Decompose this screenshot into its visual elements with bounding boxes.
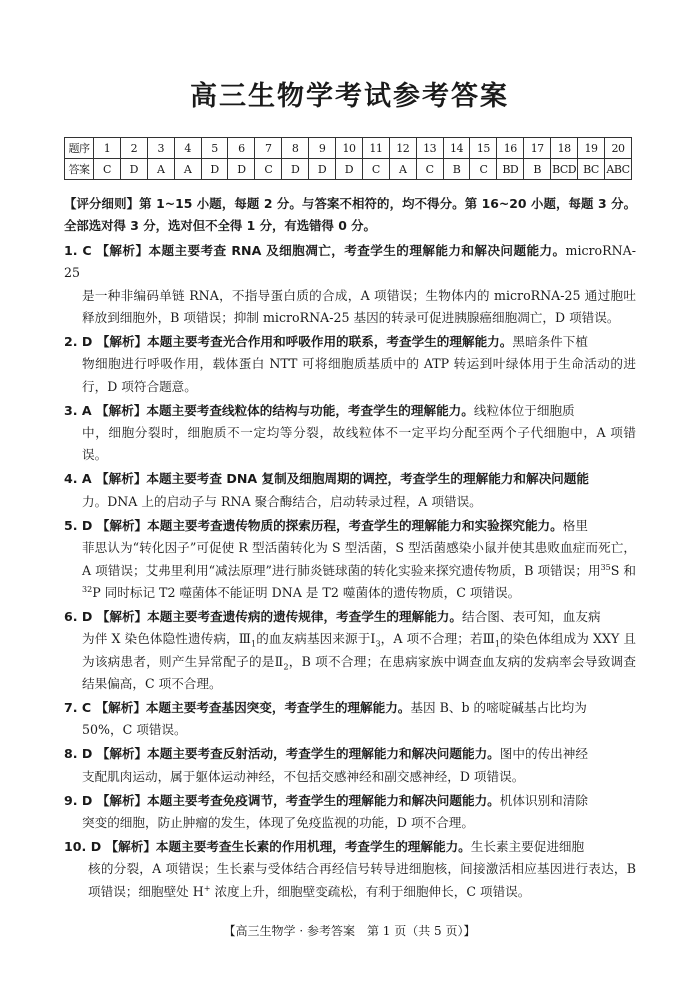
- item-lead: 3. A 【解析】本题主要考查线粒体的结构与功能，考查学生的理解能力。: [64, 402, 474, 418]
- question-number-cell: 7: [255, 138, 282, 159]
- item-lead: 7. C 【解析】本题主要考查基因突变，考查学生的理解能力。: [64, 699, 411, 715]
- answer-cell: D: [282, 159, 309, 180]
- item-body: 的染色体组成为 XXY 且为该病患者，则产生异常配子的是Ⅱ: [82, 631, 636, 669]
- item-body: 支配肌肉运动，属于躯体运动神经，不包括交感神经和副交感神经，D 项错误。: [82, 768, 525, 784]
- answer-cell: D: [201, 159, 228, 180]
- page-footer: 【高三生物学 · 参考答案 第 1 页（共 5 页）】: [223, 924, 476, 938]
- answer-table: [64, 137, 632, 180]
- item-text: 黑暗条件下植: [512, 333, 588, 349]
- item-text: 生长素主要促进细胞: [470, 838, 585, 854]
- item-body: 浓度上升，细胞壁变疏松，有利于细胞伸长，C 项错误。: [210, 883, 531, 899]
- charge-superscript: +: [203, 883, 211, 893]
- answer-cell: ABC: [604, 159, 631, 180]
- item-body: 为伴 X 染色体隐性遗传病，Ⅲ: [82, 631, 251, 647]
- item-text: 图中的传出神经: [499, 746, 588, 762]
- answer-cell: A: [174, 159, 201, 180]
- answer-cell: D: [120, 159, 147, 180]
- generation-subscript: 2: [283, 662, 289, 672]
- question-number-cell: 14: [443, 138, 470, 159]
- answer-label: 答案: [65, 159, 94, 180]
- answer-cell: D: [228, 159, 255, 180]
- answer-cell: BC: [578, 159, 605, 180]
- explanation-item-4: [64, 468, 636, 513]
- item-body: 是一种非编码单链 RNA，不指导蛋白质的合成，A 项错误；生物体内的 microRNA-25 通过胞吐释放到细胞外，B 项错误；抑制 microRNA-25 基因的转录可促进胰腺癌细胞凋亡，D 项错误。: [82, 287, 636, 326]
- answer-table-header-row: [65, 138, 632, 159]
- explanation-item-3: [64, 400, 636, 467]
- question-number-cell: 10: [336, 138, 363, 159]
- question-number-cell: 5: [201, 138, 228, 159]
- explanation-item-9: [64, 790, 636, 835]
- question-number-cell: 6: [228, 138, 255, 159]
- item-body: 中，细胞分裂时，细胞质不一定均等分裂，故线粒体不一定平均分配至两个子代细胞中，A 项错误。: [82, 425, 636, 463]
- answer-cell: C: [470, 159, 497, 180]
- item-body: 菲思认为“转化因子”可促使 R 型活菌转化为 S 型活菌，S 型活菌感染小鼠并使其患败血症而死亡，A 项错误；艾弗里利用“减法原理”进行肺炎链球菌的转化实验来探究遗传物质，B 项错误；用: [82, 540, 636, 578]
- item-text: 机体识别和清除: [499, 792, 588, 808]
- answer-table-answer-row: [65, 159, 632, 180]
- generation-subscript: 1: [494, 639, 501, 649]
- question-number-cell: 18: [551, 138, 578, 159]
- item-lead: 5. D 【解析】本题主要考查遗传物质的探索历程，考查学生的理解能力和实验探究能力。: [64, 517, 563, 533]
- item-lead: 10. D 【解析】本题主要考查生长素的作用机理，考查学生的理解能力。: [64, 838, 471, 854]
- answer-cell: D: [336, 159, 363, 180]
- item-body: S 和: [610, 562, 636, 578]
- item-body: 50%，C 项错误。: [82, 722, 187, 738]
- answer-cell: BD: [497, 159, 524, 180]
- answer-cell: C: [94, 159, 121, 180]
- answer-cell: A: [147, 159, 174, 180]
- item-lead: 9. D 【解析】本题主要考查免疫调节，考查学生的理解能力和解决问题能力。: [64, 792, 500, 808]
- question-number-cell: 16: [497, 138, 524, 159]
- explanation-item-5: [64, 515, 636, 605]
- item-text: 结合图、表可知，血友病: [462, 608, 601, 624]
- page-title: 高三生物学考试参考答案: [190, 81, 509, 112]
- question-number-cell: 17: [524, 138, 551, 159]
- explanation-item-7: [64, 697, 636, 742]
- item-body: 物细胞进行呼吸作用，载体蛋白 NTT 可将细胞质基质中的 ATP 转运到叶绿体用于生命活动的进行，D 项符合题意。: [82, 356, 636, 394]
- explanation-item-6: [64, 606, 636, 696]
- item-body: 突变的细胞，防止肿瘤的发生，体现了免疫监视的功能，D 项不合理。: [82, 814, 474, 830]
- answer-cell: D: [309, 159, 336, 180]
- item-lead: 1. C 【解析】本题主要考查 RNA 及细胞凋亡，考查学生的理解能力和解决问题能力。: [64, 242, 566, 258]
- item-text: 基因 B、b 的嘧啶碱基占比均为: [410, 699, 587, 715]
- answer-explanations: [64, 193, 636, 905]
- answer-cell: C: [416, 159, 443, 180]
- scoring-rule: 【评分细则】第 1~15 小题，每题 2 分。与答案不相符的，均不得分。第 16~20 小题，每题 3 分。全部选对得 3 分，选对但不全得 1 分，有选错得 0 分。: [64, 196, 636, 234]
- answer-cell: A: [389, 159, 416, 180]
- item-body: 力。DNA 上的启动子与 RNA 聚合酶结合，启动转录过程，A 项错误。: [82, 493, 482, 509]
- explanation-item-1: [64, 240, 636, 330]
- question-number-cell: 12: [389, 138, 416, 159]
- answer-cell: BCD: [551, 159, 578, 180]
- question-number-cell: 11: [362, 138, 389, 159]
- header-label: 题序: [65, 138, 94, 159]
- question-number-cell: 19: [578, 138, 605, 159]
- generation-subscript: 1: [251, 639, 257, 649]
- answer-cell: C: [362, 159, 389, 180]
- question-number-cell: 2: [120, 138, 147, 159]
- item-lead: 6. D 【解析】本题主要考查遗传病的遗传规律，考查学生的理解能力。: [64, 608, 462, 624]
- item-body: ，A 项不合理；若Ⅲ: [380, 631, 495, 647]
- item-body: 核的分裂，A 项错误；生长素与受体结合再经信号转导进细胞核，间接激活相应基因进行表达，B 项错误；细胞壁处 H: [88, 861, 636, 899]
- question-number-cell: 8: [282, 138, 309, 159]
- question-number-cell: 1: [94, 138, 121, 159]
- item-body: ，B 项不合理；在患病家族中调查血友病的发病率会导致调查结果偏高，C 项不合理。: [82, 653, 636, 692]
- isotope-superscript: 32: [82, 584, 93, 594]
- item-text: 线粒体位于细胞质: [473, 402, 575, 418]
- item-text: 格里: [562, 517, 588, 533]
- item-lead: 8. D 【解析】本题主要考查反射活动，考查学生的理解能力和解决问题能力。: [64, 746, 500, 762]
- generation-subscript: 3: [375, 639, 381, 649]
- question-number-cell: 9: [309, 138, 336, 159]
- isotope-superscript: 35: [600, 562, 611, 572]
- question-number-cell: 3: [147, 138, 174, 159]
- answer-cell: B: [443, 159, 470, 180]
- question-number-cell: 13: [416, 138, 443, 159]
- item-text: microRNA-25: [64, 242, 636, 281]
- explanation-item-10: [64, 836, 636, 903]
- question-number-cell: 20: [604, 138, 631, 159]
- answer-cell: B: [524, 159, 551, 180]
- item-lead: 2. D 【解析】本题主要考查光合作用和呼吸作用的联系，考查学生的理解能力。: [64, 333, 513, 349]
- question-number-cell: 4: [174, 138, 201, 159]
- item-body: P 同时标记 T2 噬菌体不能证明 DNA 是 T2 噬菌体的遗传物质，C 项错误。: [92, 584, 521, 600]
- item-lead: 4. A 【解析】本题主要考查 DNA 复制及细胞周期的调控，考查学生的理解能力和解决问题能: [64, 471, 589, 487]
- answer-cell: C: [255, 159, 282, 180]
- explanation-item-2: [64, 331, 636, 398]
- item-body: 的血友病基因来源于Ⅰ: [256, 631, 376, 647]
- explanation-item-8: [64, 743, 636, 788]
- question-number-cell: 15: [470, 138, 497, 159]
